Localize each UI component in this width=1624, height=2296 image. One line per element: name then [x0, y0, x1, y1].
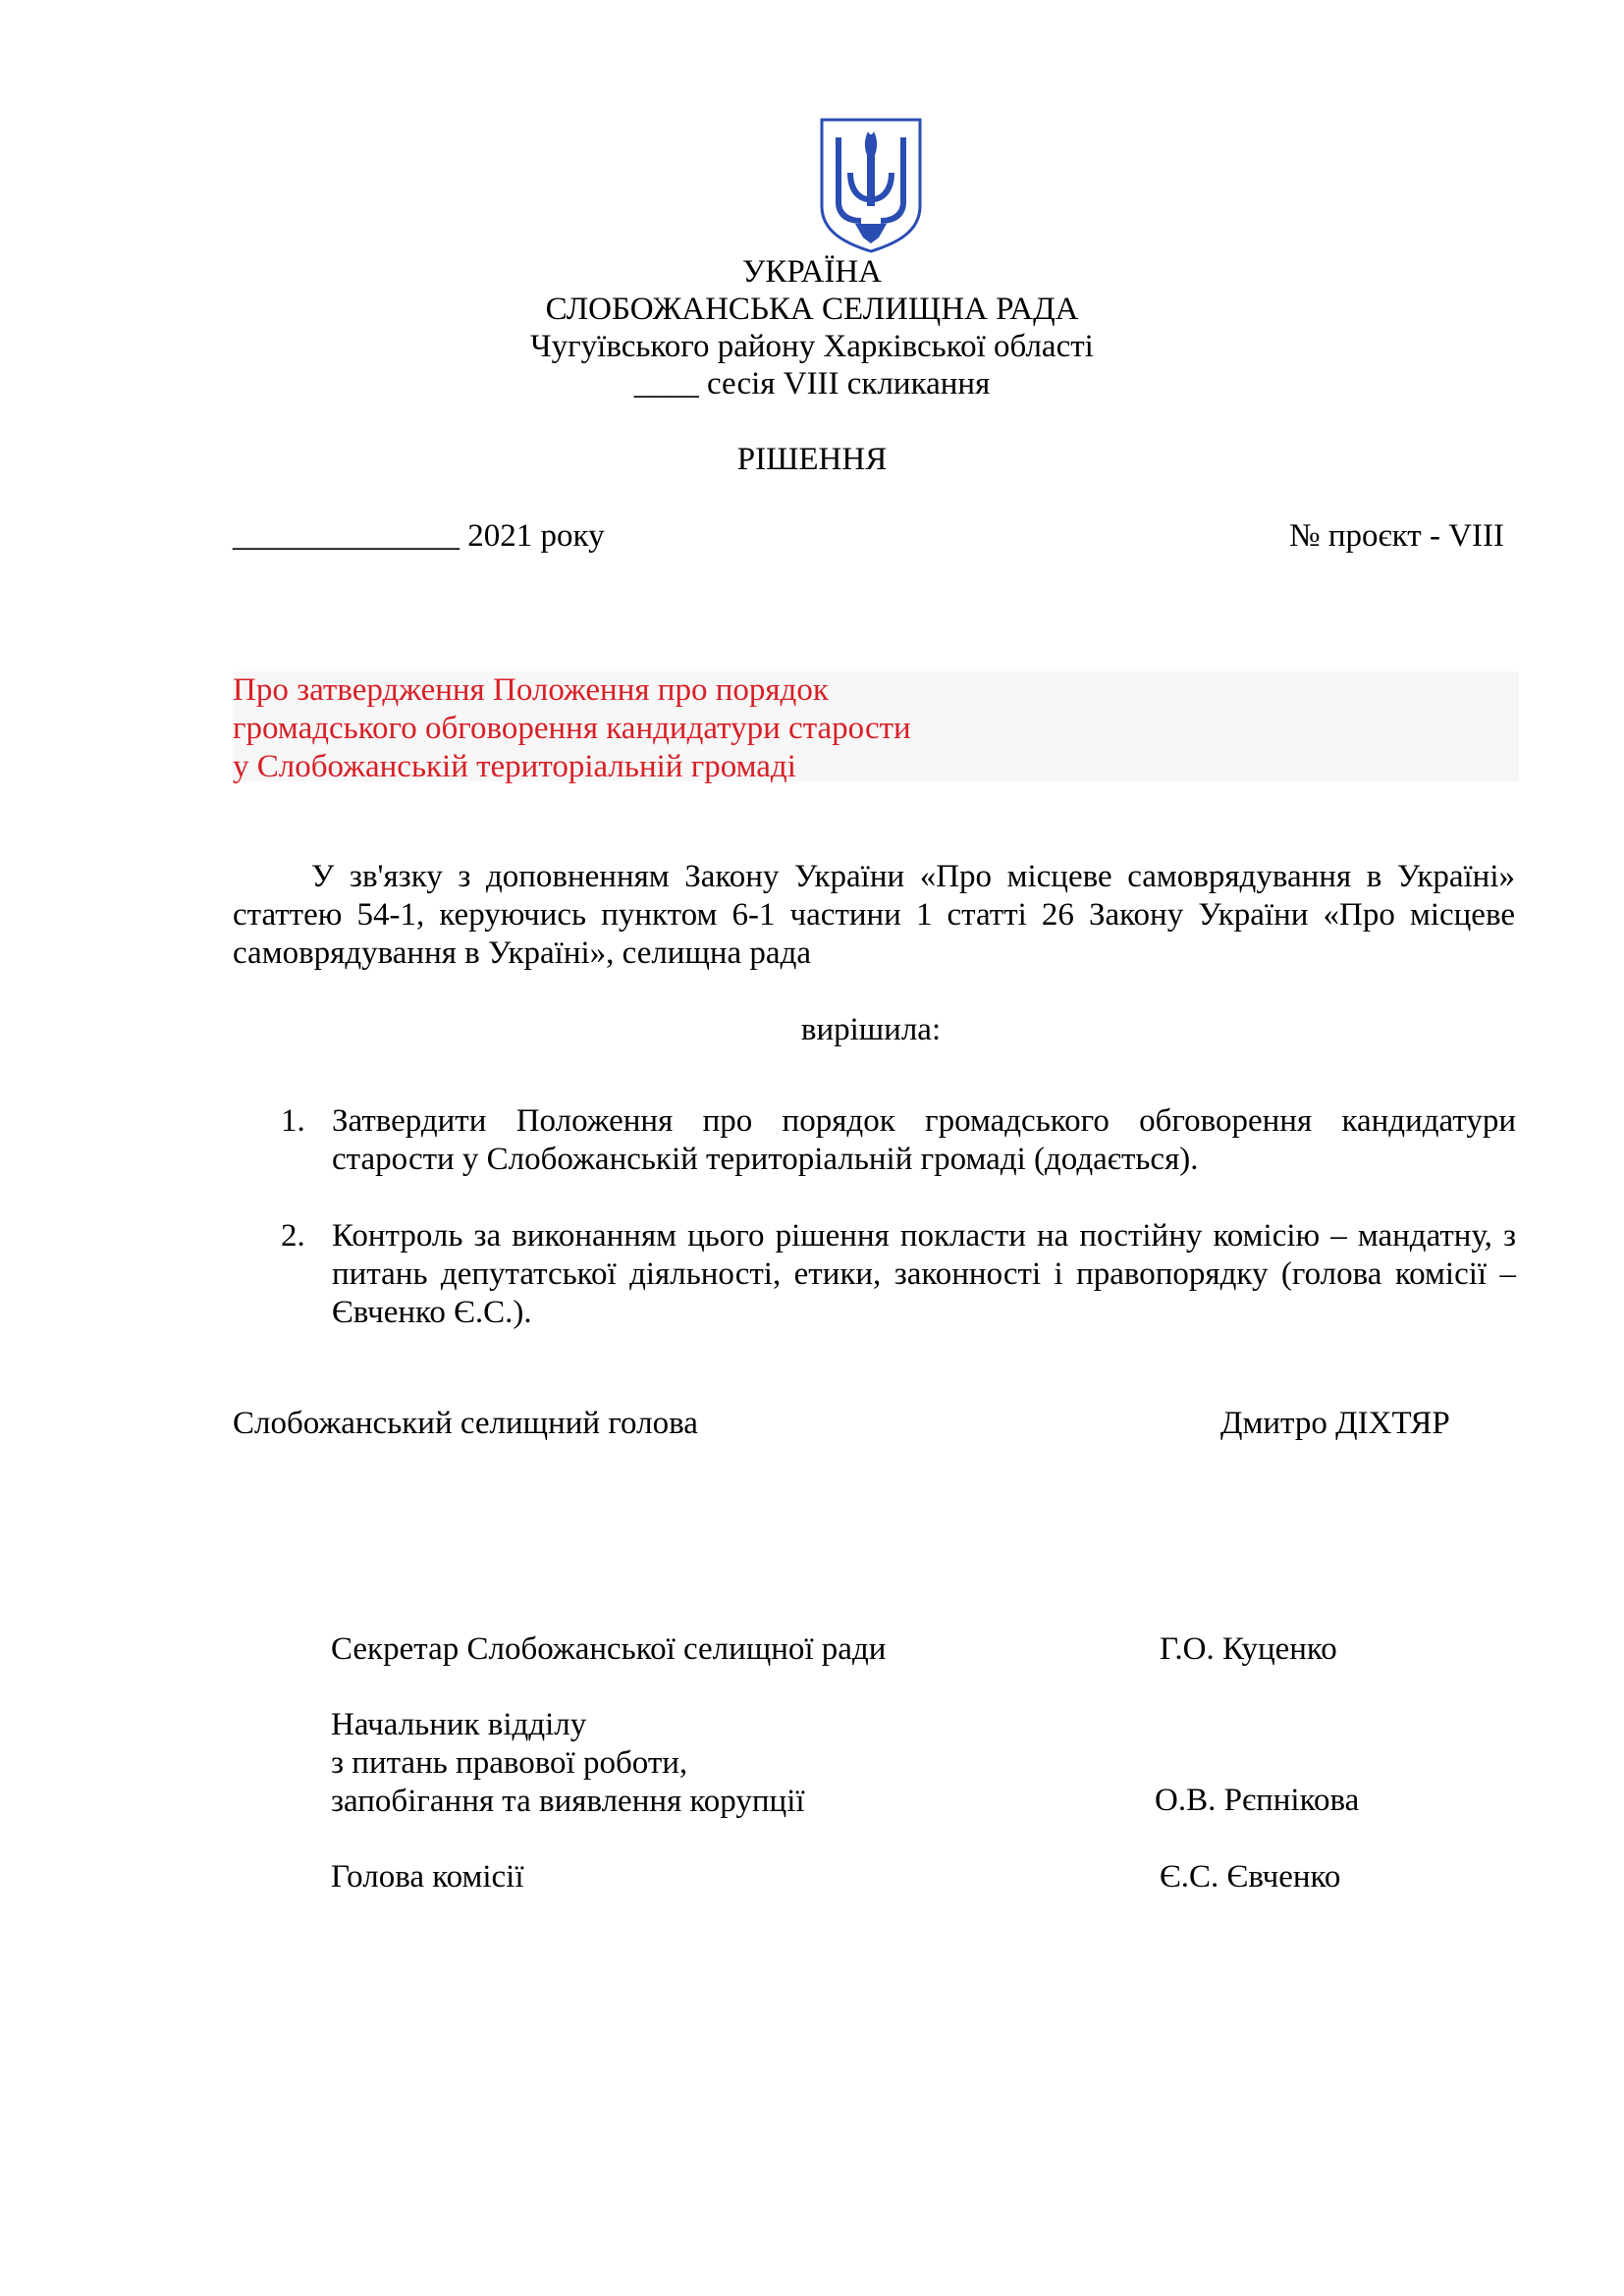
secretary-signature-title: Секретар Слобожанської селищної ради [331, 1631, 887, 1667]
chief-signature-name: О.В. Рєпнікова [1155, 1783, 1360, 1818]
list-item-line: старости у Слобожанській територіальній громаді (додається). [332, 1142, 1199, 1177]
decision-date: ______________ 2021 року [233, 518, 605, 554]
chief-title-line: запобігання та виявлення корупції [331, 1784, 805, 1819]
list-item-number: 1. [281, 1103, 305, 1139]
list-item-line: Євченко Є.С.). [332, 1295, 532, 1330]
title-line: Про затвердження Положення про порядок [233, 672, 829, 708]
coat-of-arms-icon [818, 116, 924, 253]
preamble-paragraph [233, 858, 1515, 973]
council-name: СЛОБОЖАНСЬКА СЕЛИЩНА РАДА [545, 292, 1079, 327]
district-name: Чугуївського району Харківської області [530, 329, 1094, 364]
list-item-line: Контроль за виконанням цього рішення покласти на постійну комісію – мандатну, з [332, 1218, 1516, 1254]
commission-signature-title: Голова комісії [331, 1859, 524, 1895]
list-item-text [332, 1217, 1516, 1332]
head-signature-title: Слобожанський селищний голова [233, 1406, 698, 1441]
document-type: РІШЕННЯ [736, 442, 888, 477]
chief-title-line: з питань правової роботи, [331, 1745, 688, 1781]
paragraph-line: У зв'язку з доповненням Закону України «Про місцеве самоврядування в Україні» [311, 859, 1515, 894]
list-item-number: 2. [281, 1218, 305, 1254]
country-name: УКРАЇНА [742, 254, 882, 290]
commission-signature-name: Є.С. Євченко [1160, 1859, 1341, 1895]
chief-title-line: Начальник відділу [331, 1707, 587, 1742]
chief-signature-title [331, 1706, 805, 1821]
title-line: у Слобожанській територіальній громаді [233, 749, 796, 784]
title-line: громадського обговорення кандидатури старости [233, 711, 911, 746]
resolved-heading: вирішила: [800, 1012, 942, 1047]
secretary-signature-name: Г.О. Куценко [1160, 1631, 1337, 1667]
head-signature-name: Дмитро ДІХТЯР [1220, 1406, 1450, 1441]
paragraph-line: статтею 54-1, керуючись пунктом 6-1 частини 1 статті 26 Закону України «Про місцеве [233, 897, 1515, 933]
list-item-line: Затвердити Положення про порядок громадського обговорення кандидатури [332, 1103, 1516, 1139]
list-item-line: питань депутатської діяльності, етики, законності і правопорядку (голова комісії – [332, 1256, 1516, 1292]
session-line: ____ сесія VIII скликання [633, 366, 991, 401]
decision-title [233, 671, 1519, 784]
list-item-text [332, 1102, 1516, 1179]
decision-number: № проєкт - VIII [1289, 518, 1504, 554]
paragraph-line: самоврядування в Україні», селищна рада [233, 935, 812, 971]
